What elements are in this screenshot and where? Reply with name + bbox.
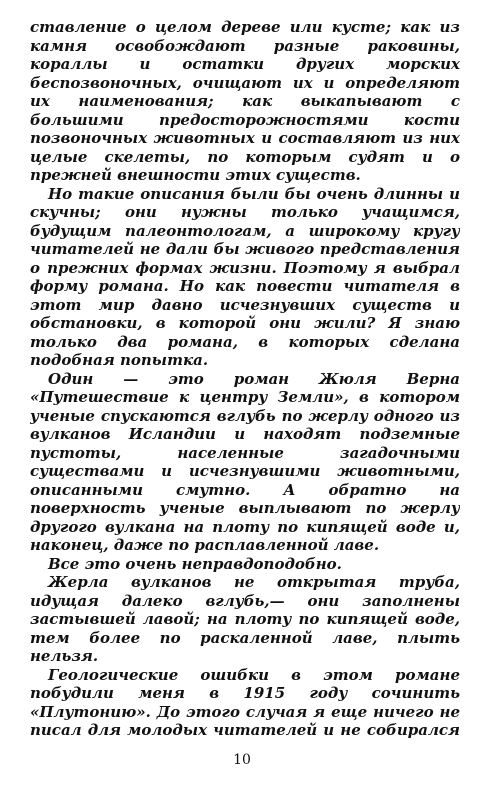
paragraph-6: Геологические ошибки в этом романе побудили меня в 1915 году сочинить «Плутонию». До этого случая я еще ничего не писал для молодых читателей и не собирался <box>30 665 460 738</box>
book-page <box>30 18 460 738</box>
paragraph-3: Один — это роман Жюля Верна «Путешествие к центру Земли», в котором ученые спускаются вглубь по жерлу одного из вулканов Исландии и находят подземные пустоты, населенные загадочными существами и исчезнувшими животными, описанными смутно. А обратно на поверхность ученые выплывают по жерлу другого вулкана на плоту по кипящей воде и, наконец, даже по расплавленной лаве. <box>30 369 460 554</box>
paragraph-4: Все это очень неправдоподобно. <box>48 554 342 573</box>
paragraph-2: Но такие описания были бы очень длинны и скучны; они нужны только учащимся, будущим палеонтологам, а широкому кругу читателей не дали бы живого представления о прежних формах жизни. Поэтому я выбрал форму романа. Но как повести читателя в этот мир давно исчезнувших существ и обстановки, в которой они жили? Я знаю только два романа, в которых сделана подобная попытка. <box>30 184 460 369</box>
page-number: 10 <box>233 752 251 768</box>
paragraph-5: Жерла вулканов не открытая труба, идущая далеко вглубь,— они заполнены застывшей лавой; на плоту по кипящей воде, тем более по раскаленной лаве, плыть нельзя. <box>30 573 460 665</box>
paragraph-1: ставление о целом дереве или кусте; как из камня освобождают разные раковины, кораллы и остатки других морских беспозвоночных, очищают их и определяют их наименования; как выкапывают с большими предосторожностями кости позвоночных животных и составляют из них целые скелеты, по которым судят и о прежней внешности этих существ. <box>30 18 460 184</box>
